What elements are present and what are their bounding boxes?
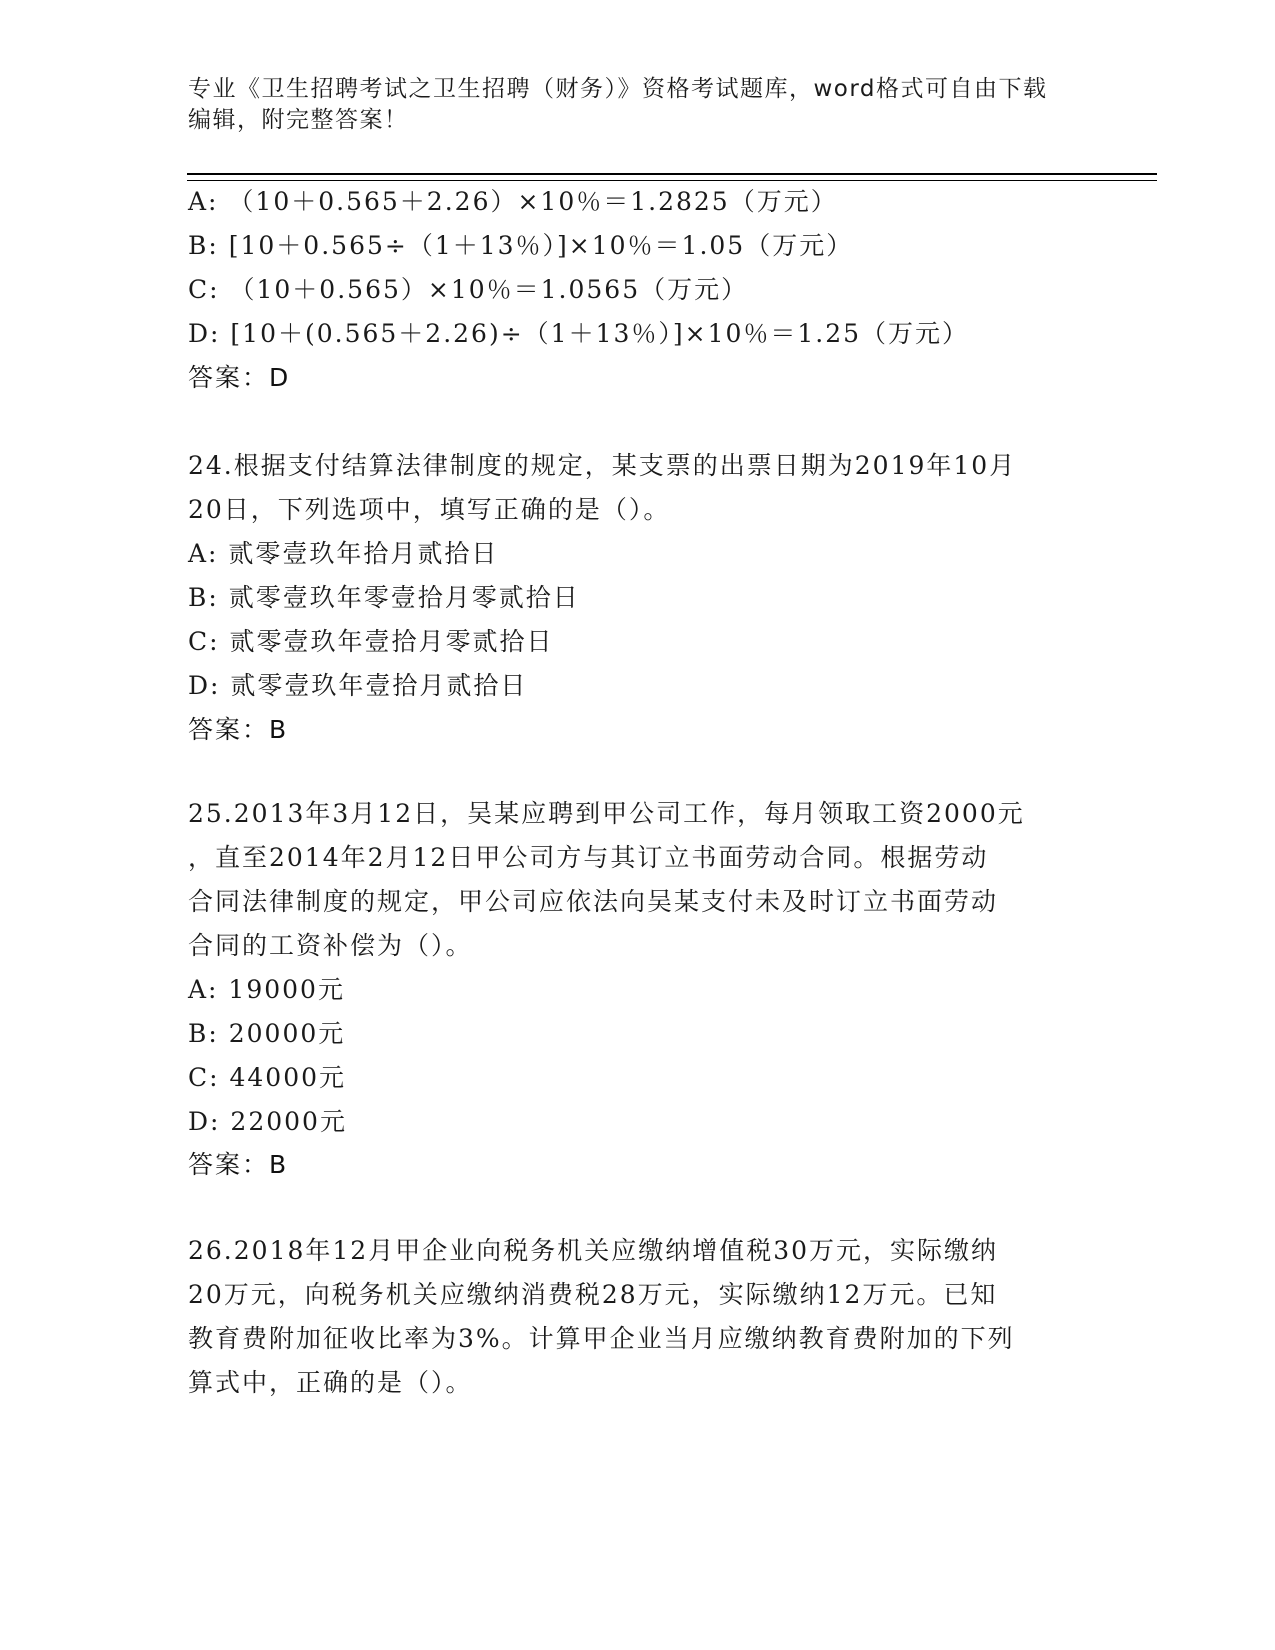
q25-stem-line-3: 合同法律制度的规定，甲公司应依法向吴某支付未及时订立书面劳动	[188, 887, 999, 916]
q23-option-c: C: （10＋0.565）×10％＝1.0565（万元）	[188, 275, 749, 304]
page-header-text: 专业《卫生招聘考试之卫生招聘（财务）》资格考试题库，word格式可自由下载 编辑，附完整答案！	[188, 76, 1048, 133]
q24-option-d: D: 贰零壹玖年壹拾月贰拾日	[188, 671, 528, 700]
q25-option-c: C: 44000元	[188, 1063, 347, 1092]
q25-option-d: D: 22000元	[188, 1107, 347, 1136]
q23-answer: 答案：D	[188, 363, 291, 392]
q26-stem-line-4: 算式中，正确的是（）。	[188, 1368, 473, 1397]
q23-option-a: A: （10＋0.565＋2.26）×10％＝1.2825（万元）	[188, 187, 838, 216]
q23-option-d: D: [10＋(0.565＋2.26)÷（1＋13％）]×10％＝1.25（万元）	[188, 319, 970, 348]
q25-option-b: B: 20000元	[188, 1019, 346, 1048]
q24-option-a: A: 贰零壹玖年拾月贰拾日	[188, 539, 499, 568]
q25-option-a: A: 19000元	[188, 975, 345, 1004]
q26-stem-line-1: 26.2018年12月甲企业向税务机关应缴纳增值税30万元，实际缴纳	[188, 1236, 999, 1265]
q24-stem-line-1: 24.根据支付结算法律制度的规定，某支票的出票日期为2019年10月	[188, 451, 1017, 480]
q26-stem-line-3: 教育费附加征收比率为3%。计算甲企业当月应缴纳教育费附加的下列	[188, 1324, 1015, 1353]
q26-stem-line-2: 20万元，向税务机关应缴纳消费税28万元，实际缴纳12万元。已知	[188, 1280, 998, 1309]
q25-stem-line-4: 合同的工资补偿为（）。	[188, 931, 473, 960]
q25-stem-line-2: ，直至2014年2月12日甲公司方与其订立书面劳动合同。根据劳动	[188, 843, 989, 872]
q24-option-b: B: 贰零壹玖年零壹拾月零贰拾日	[188, 583, 580, 612]
q23-option-b: B: [10＋0.565÷（1＋13％）]×10％＝1.05（万元）	[188, 231, 854, 260]
q24-answer: 答案：B	[188, 715, 289, 744]
header-divider-thick	[187, 173, 1157, 175]
header-divider-thin	[187, 180, 1157, 181]
q24-stem-line-2: 20日，下列选项中，填写正确的是（）。	[188, 495, 671, 524]
q25-stem-line-1: 25.2013年3月12日，吴某应聘到甲公司工作，每月领取工资2000元	[188, 799, 1025, 828]
q25-answer: 答案：B	[188, 1150, 289, 1179]
q24-option-c: C: 贰零壹玖年壹拾月零贰拾日	[188, 627, 554, 656]
